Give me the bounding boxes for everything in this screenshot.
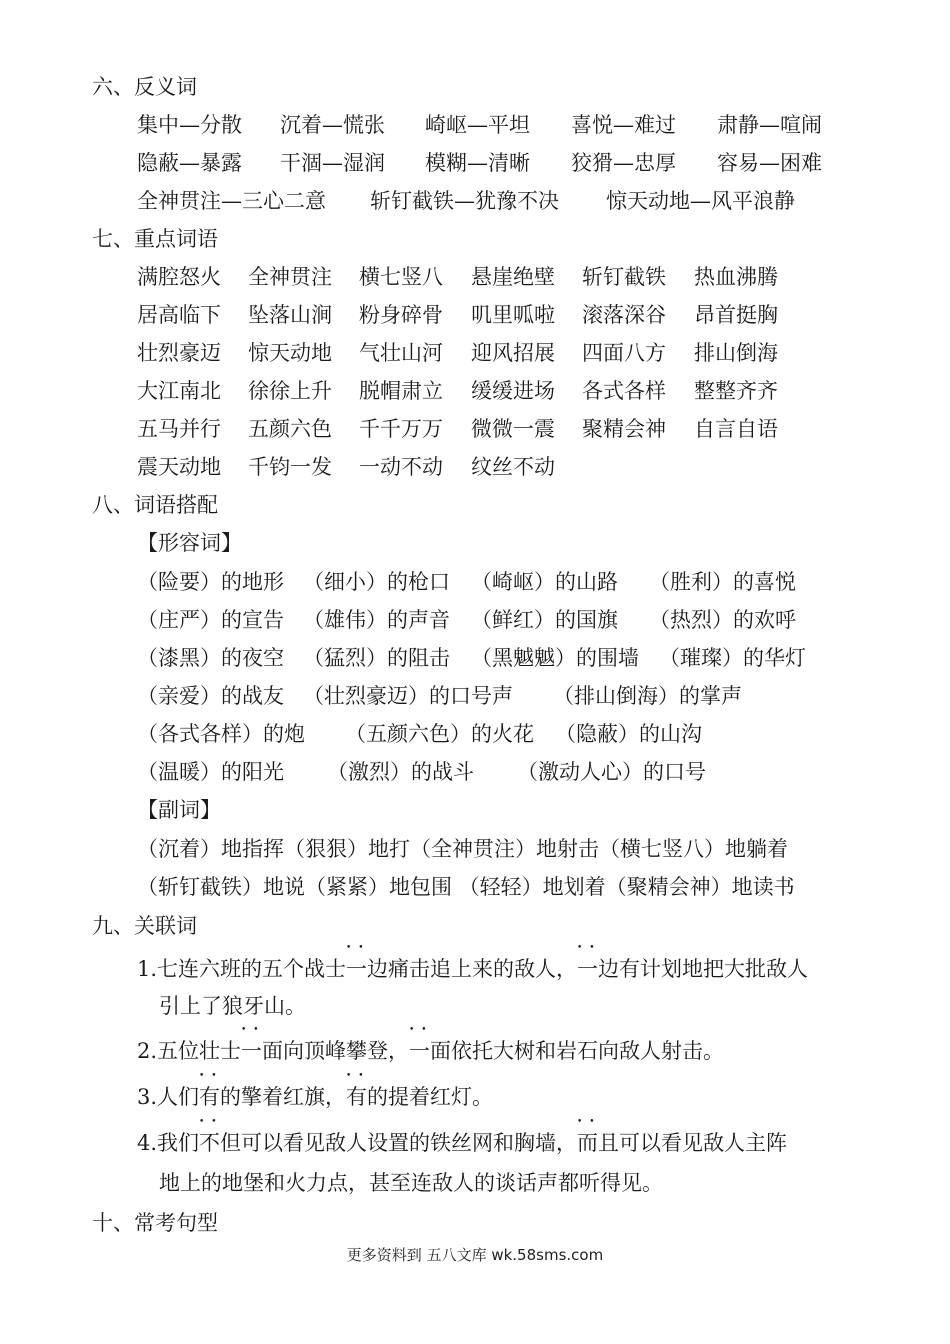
antonym-pair: 模糊—清晰 <box>425 151 530 175</box>
collocation: （各式各样）的炮 <box>137 722 305 746</box>
key-word: 惊天动地 <box>248 341 332 365</box>
adverb-row: （斩钉截铁）地说（紧紧）地包围 （轻轻）地划着（聚精会神）地读书 <box>137 875 795 899</box>
collocation: （亲爱）的战友 <box>137 684 284 708</box>
key-word: 大江南北 <box>137 379 221 403</box>
collocation-row <box>137 607 796 633</box>
conjunction-sentence <box>137 956 808 982</box>
adverb-row: （沉着）地指挥（狠狠）地打（全神贯注）地射击（横七竖八）地躺着 <box>137 837 788 861</box>
key-word: 缓缓进场 <box>471 379 555 403</box>
section-9-title: 九、关联词 <box>92 914 197 938</box>
collocation: （璀璨）的华灯 <box>659 646 806 670</box>
sentence-text: 有计划地把大批敌人 <box>619 957 809 981</box>
key-word: 迎风招展 <box>471 341 555 365</box>
collocation: （险要）的地形 <box>137 570 284 594</box>
conjunction-sentence <box>137 1038 724 1064</box>
emphasized-conjunction: • • 一边 <box>577 956 619 982</box>
section-8-title: 八、词语搭配 <box>92 493 218 517</box>
key-word: 坠落山涧 <box>248 303 332 327</box>
sentence-text: 提着红灯。 <box>388 1085 494 1109</box>
collocation: （激动人心）的口号 <box>517 760 706 784</box>
key-word: 滚落深谷 <box>582 303 666 327</box>
collocation: （隐蔽）的山沟 <box>555 722 702 746</box>
key-word: 千钧一发 <box>248 455 332 479</box>
key-word: 悬崖绝壁 <box>471 265 555 289</box>
word-row <box>137 454 555 480</box>
emphasized-conjunction: • • 有的 <box>346 1084 388 1110</box>
sentence-continuation: 地上的地堡和火力点，甚至连敌人的谈话声都听得见。 <box>159 1171 663 1195</box>
sentence-text: 向顶峰攀登， <box>283 1039 410 1063</box>
key-word: 满腔怒火 <box>137 265 221 289</box>
antonym-pair: 隐蔽—暴露 <box>137 151 242 175</box>
key-word: 震天动地 <box>137 455 221 479</box>
adverb-label: 【副词】 <box>137 798 221 822</box>
antonym-pair: 惊天动地—风平浪静 <box>606 189 795 213</box>
conjunction-sentence <box>137 1130 787 1156</box>
collocation: （细小）的枪口 <box>303 570 450 594</box>
collocation: （胜利）的喜悦 <box>649 570 796 594</box>
collocation: （崎岖）的山路 <box>471 570 618 594</box>
key-word: 纹丝不动 <box>471 455 555 479</box>
word-row <box>137 416 778 442</box>
word-row <box>137 264 778 290</box>
antonym-pair: 崎岖—平坦 <box>425 113 530 137</box>
item-number: 1. <box>137 957 158 981</box>
antonym-pair: 喜悦—难过 <box>571 113 676 137</box>
key-word: 五马并行 <box>137 417 221 441</box>
key-word: 四面八方 <box>582 341 666 365</box>
collocation: （黑魆魆）的围墙 <box>471 646 639 670</box>
sentence-text: 我们 <box>157 1131 200 1155</box>
emphasized-conjunction: • • 有的 <box>199 1084 241 1110</box>
collocation: （温暖）的阳光 <box>137 760 284 784</box>
sentence-continuation: 引上了狼牙山。 <box>159 994 306 1018</box>
emphasized-conjunction: • • 一面 <box>409 1038 451 1064</box>
section-6-title: 六、反义词 <box>92 75 197 99</box>
key-word: 一动不动 <box>359 455 443 479</box>
antonym-pair: 斩钉截铁—犹豫不决 <box>370 189 559 213</box>
collocation-row <box>137 645 806 671</box>
key-word: 自言自语 <box>694 417 778 441</box>
key-word: 五颜六色 <box>248 417 332 441</box>
sentence-text: 可以看见敌人设置的铁丝网和胸墙， <box>241 1131 578 1155</box>
antonym-pair: 容易—困难 <box>717 151 822 175</box>
collocation: （雄伟）的声音 <box>303 608 450 632</box>
collocation-row <box>137 569 796 595</box>
emphasized-conjunction: • • 一面 <box>241 1038 283 1064</box>
collocation-row <box>137 759 706 785</box>
antonym-pair: 沉着—慌张 <box>280 113 385 137</box>
collocation: （漆黑）的夜空 <box>137 646 284 670</box>
collocation: （鲜红）的国旗 <box>471 608 618 632</box>
key-word: 斩钉截铁 <box>582 265 666 289</box>
item-number: 2. <box>137 1039 158 1063</box>
emphasized-conjunction: • • 而且 <box>577 1130 619 1156</box>
antonym-pair: 狡猾—忠厚 <box>571 151 676 175</box>
sentence-text: 五位壮士 <box>157 1039 242 1063</box>
collocation: （激烈）的战斗 <box>327 760 474 784</box>
key-word: 壮烈豪迈 <box>137 341 221 365</box>
section-7-title: 七、重点词语 <box>92 227 218 251</box>
antonym-pair: 集中—分散 <box>137 113 242 137</box>
collocation: （排山倒海）的掌声 <box>553 684 742 708</box>
collocation: （壮烈豪迈）的口号声 <box>303 684 513 708</box>
collocation-row <box>137 721 702 747</box>
emphasized-conjunction: • • 一边 <box>346 956 388 982</box>
key-word: 微微一震 <box>471 417 555 441</box>
sentence-text: 痛击追上来的敌人， <box>388 957 578 981</box>
key-word: 昂首挺胸 <box>694 303 778 327</box>
key-word: 排山倒海 <box>694 341 778 365</box>
key-word: 整整齐齐 <box>694 379 778 403</box>
antonym-pair: 全神贯注—三心二意 <box>137 189 326 213</box>
key-word: 粉身碎骨 <box>359 303 443 327</box>
word-row <box>137 302 778 328</box>
key-word: 千千万万 <box>359 417 443 441</box>
section-10-title: 十、常考句型 <box>92 1211 218 1235</box>
key-word: 聚精会神 <box>582 417 666 441</box>
key-word: 全神贯注 <box>248 265 332 289</box>
antonym-pair: 肃静—喧闹 <box>717 113 822 137</box>
antonym-row <box>137 112 822 138</box>
antonym-row <box>137 188 795 214</box>
key-word: 横七竖八 <box>359 265 443 289</box>
collocation: （热烈）的欢呼 <box>649 608 796 632</box>
item-number: 3. <box>137 1085 158 1109</box>
sentence-text: 可以看见敌人主阵 <box>619 1131 788 1155</box>
key-word: 居高临下 <box>137 303 221 327</box>
item-number: 4. <box>137 1131 158 1155</box>
sentence-text: 人们 <box>157 1085 200 1109</box>
sentence-text: 依托大树和岩石向敌人射击。 <box>451 1039 725 1063</box>
emphasized-conjunction: • • 不但 <box>199 1130 241 1156</box>
word-row <box>137 378 778 404</box>
key-word: 热血沸腾 <box>694 265 778 289</box>
key-word: 徐徐上升 <box>248 379 332 403</box>
antonym-pair: 干涸—湿润 <box>280 151 385 175</box>
collocation-row <box>137 683 742 709</box>
sentence-text: 七连六班的五个战士 <box>157 957 347 981</box>
conjunction-sentence <box>137 1084 493 1110</box>
adjective-label: 【形容词】 <box>137 531 242 555</box>
collocation: （猛烈）的阻击 <box>303 646 450 670</box>
key-word: 各式各样 <box>582 379 666 403</box>
key-word: 叽里呱啦 <box>471 303 555 327</box>
sentence-text: 擎着红旗， <box>241 1085 347 1109</box>
collocation: （庄严）的宣告 <box>137 608 284 632</box>
key-word: 脱帽肃立 <box>359 379 443 403</box>
collocation: （五颜六色）的火花 <box>345 722 534 746</box>
antonym-row <box>137 150 822 176</box>
page-footer: 更多资料到 五八文库 wk.58sms.com <box>346 1246 604 1264</box>
key-word: 气壮山河 <box>359 341 443 365</box>
word-row <box>137 340 778 366</box>
